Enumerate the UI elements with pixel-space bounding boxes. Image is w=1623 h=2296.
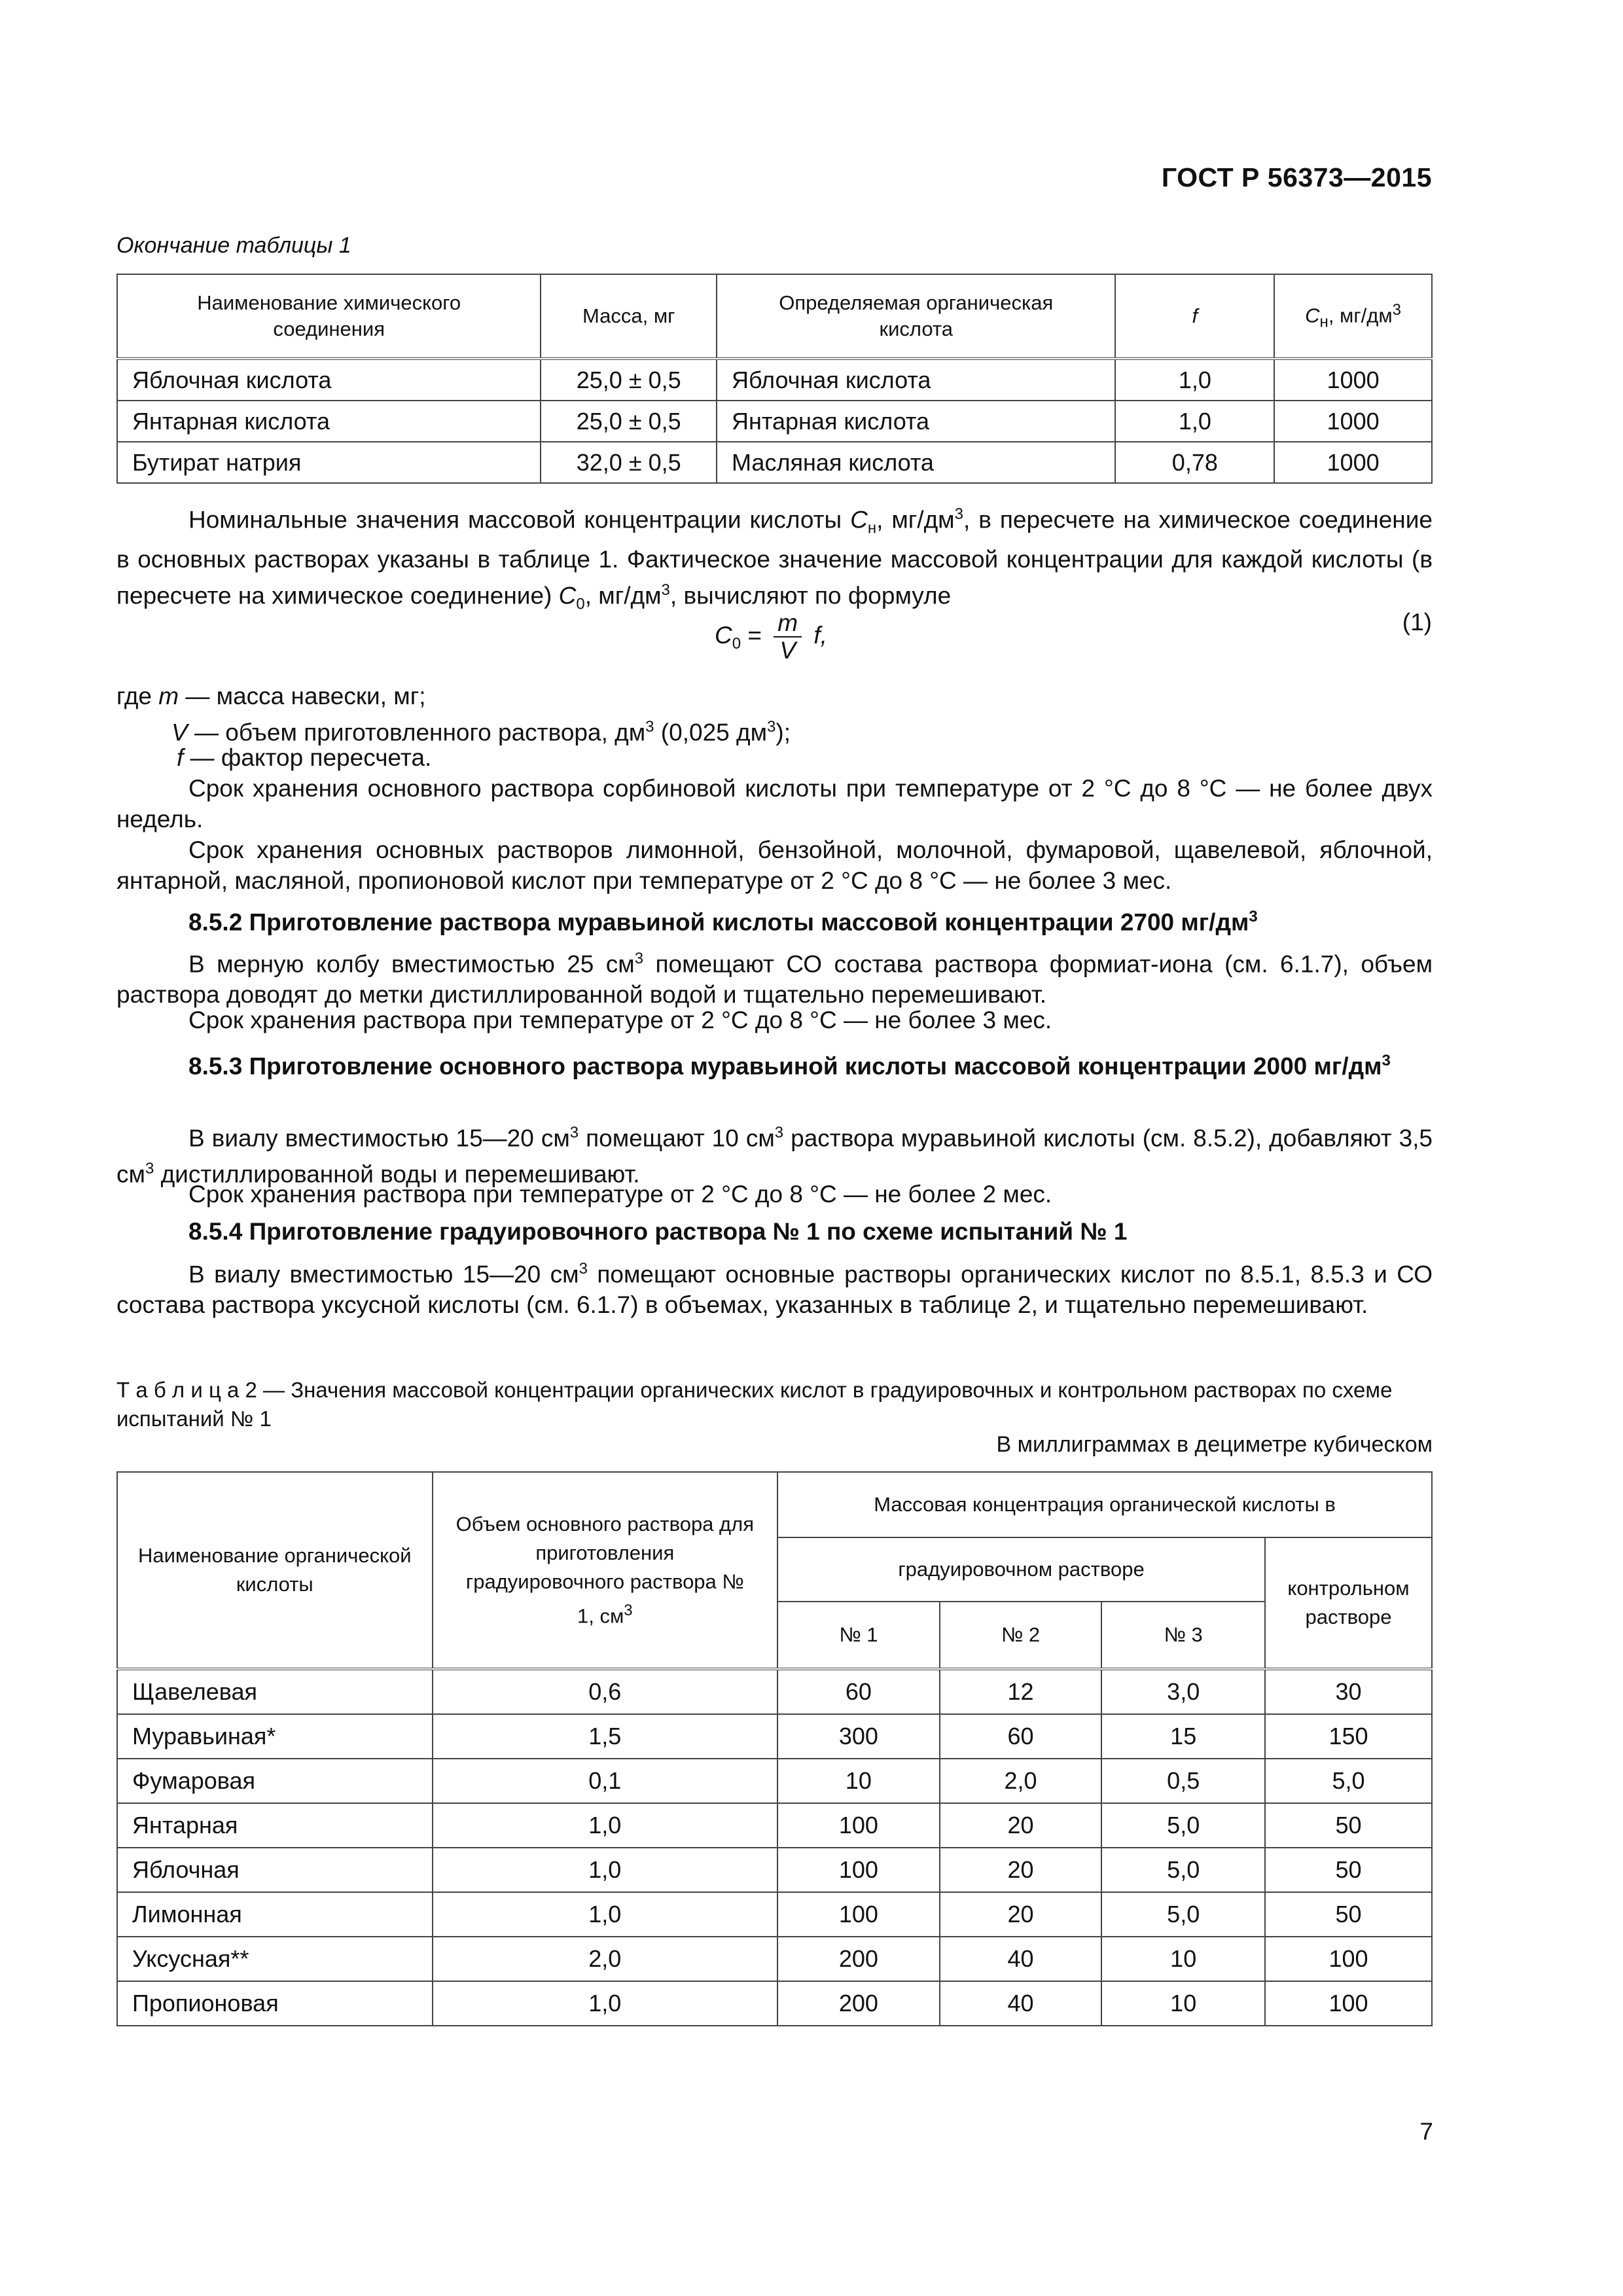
table2-cell-volume: 1,0 — [433, 1892, 778, 1937]
table-row — [117, 442, 1432, 483]
table1-header-f: f — [1115, 274, 1274, 359]
table2-cell-name: Янтарная — [117, 1803, 433, 1848]
table2-cell-n1: 100 — [777, 1892, 940, 1937]
table2-header-n2: № 2 — [940, 1602, 1102, 1669]
where-v: V — объем приготовленного раствора, $дм^3$ (0,025 $дм^3$); — [171, 718, 791, 746]
table2-cell-control: 50 — [1265, 1848, 1432, 1892]
table1 — [116, 274, 1433, 484]
table1-header-row — [117, 274, 1432, 359]
table1-cell-acid: Янтарная кислота — [717, 401, 1115, 442]
table2-cell-n1: 100 — [777, 1848, 940, 1892]
table1-cell-f: 1,0 — [1115, 359, 1274, 401]
table2-cell-n3: 3,0 — [1101, 1669, 1265, 1714]
table2-cell-name: Щавелевая — [117, 1669, 433, 1714]
table2-cell-n2: 40 — [940, 1981, 1102, 2026]
table2-cell-name: Муравьиная* — [117, 1714, 433, 1759]
page-number: 7 — [1419, 2118, 1433, 2145]
table2-cell-n1: 200 — [777, 1937, 940, 1981]
table2-cell-n2: 20 — [940, 1892, 1102, 1937]
table2-cell-n2: 2,0 — [940, 1759, 1102, 1803]
table2-cell-control: 100 — [1265, 1981, 1432, 2026]
table1-cell-mass: 32,0 ± 0,5 — [541, 442, 717, 483]
table2-cell-volume: 1,0 — [433, 1848, 778, 1892]
paragraph-storage-sorbic: Срок хранения основного раствора сорбиновой кислоты при температуре от 2 °С до 8 °С — не более двух недель. — [116, 775, 1433, 833]
table1-cell-cn: 1000 — [1274, 359, 1432, 401]
table2-cell-control: 30 — [1265, 1669, 1432, 1714]
table-row — [117, 1669, 1432, 1714]
table2-header-n3: № 3 — [1101, 1602, 1265, 1669]
table-row — [117, 1714, 1432, 1759]
heading-8-5-3: 8.5.3 Приготовление основного раствора муравьиной кислоты массовой концентрации 2000 $мг/дм^3$ — [188, 1052, 1391, 1080]
table2-cell-volume: 0,6 — [433, 1669, 778, 1714]
table1-caption: Окончание таблицы 1 — [116, 233, 351, 258]
table2-cell-n1: 300 — [777, 1714, 940, 1759]
table-row — [117, 1803, 1432, 1848]
table2-header-volume: Объем основного раствора для приготовления градуировочного раствора № 1, $см^3$ — [433, 1472, 778, 1669]
table2 — [116, 1471, 1433, 2026]
table2-cell-n2: 12 — [940, 1669, 1102, 1714]
table2-cell-volume: 1,0 — [433, 1981, 778, 2026]
table1-cell-acid: Яблочная кислота — [717, 359, 1115, 401]
table1-header-cn: $С_н$, $мг/дм^3$ — [1274, 274, 1432, 359]
table2-header-grad: градуировочном растворе — [777, 1537, 1265, 1602]
table1-cell-mass: 25,0 ± 0,5 — [541, 359, 717, 401]
table2-units: В миллиграммах в дециметре кубическом — [996, 1432, 1433, 1457]
table2-cell-n3: 5,0 — [1101, 1892, 1265, 1937]
table1-cell-compound: Янтарная кислота — [117, 401, 541, 442]
table2-cell-n2: 20 — [940, 1803, 1102, 1848]
table1-cell-f: 0,78 — [1115, 442, 1274, 483]
table2-header-control: контрольном растворе — [1265, 1537, 1432, 1669]
paragraph-8-5-3: В виалу вместимостью 15—20 $см^3$ помещают 10 $см^3$ раствора муравьиной кислоты (см. 8.5.2), добавляют 3,5 $см^3$ дистиллированной воды и перемешивают. — [116, 1124, 1433, 1188]
table2-cell-control: 5,0 — [1265, 1759, 1432, 1803]
table2-cell-name: Пропионовая — [117, 1981, 433, 2026]
table2-cell-n3: 10 — [1101, 1981, 1265, 2026]
table1-cell-compound: Яблочная кислота — [117, 359, 541, 401]
table1-header-mass: Масса, мг — [541, 274, 717, 359]
table2-cell-n2: 20 — [940, 1848, 1102, 1892]
where-m: где m — масса навески, мг; — [116, 683, 426, 709]
table1-cell-mass: 25,0 ± 0,5 — [541, 401, 717, 442]
table2-cell-n3: 5,0 — [1101, 1803, 1265, 1848]
table-row — [117, 1981, 1432, 2026]
heading-8-5-2: 8.5.2 Приготовление раствора муравьиной кислоты массовой концентрации 2700 $мг/дм^3$ — [188, 908, 1258, 936]
paragraph-8-5-3-storage: Срок хранения раствора при температуре от 2 °С до 8 °С — не более 2 мес. — [188, 1181, 1052, 1208]
table2-cell-name: Лимонная — [117, 1892, 433, 1937]
table1-cell-cn: 1000 — [1274, 401, 1432, 442]
table1-header-acid: Определяемая органическая кислота — [717, 274, 1115, 359]
paragraph-8-5-2-storage: Срок хранения раствора при температуре от 2 °С до 8 °С — не более 3 мес. — [188, 1007, 1052, 1033]
paragraph-storage-acids: Срок хранения основных растворов лимонной, бензойной, молочной, фумаровой, щавелевой, яблочной, янтарной, масляной, пропионовой кислот при температуре от 2 °С до 8 °С — не более 3 мес. — [116, 836, 1433, 894]
paragraph-nominal: Номинальные значения массовой концентрации кислоты $С_н$, $мг/дм^3$, в пересчете на химическое соединение в основных растворах указаны в таблице 1. Фактическое значение массовой концентрации для каждой кислоты (в пересчете на химическое соединение) $С_0$, $мг/дм^3$, вычисляют по формуле — [116, 505, 1433, 613]
table2-cell-volume: 1,5 — [433, 1714, 778, 1759]
paragraph-8-5-2: В мерную колбу вместимостью 25 $см^3$ помещают СО состава раствора формиат-иона (см. 6.1.7), объем раствора доводят до метки дистиллированной водой и тщательно перемешивают. — [116, 950, 1433, 1009]
table2-cell-control: 150 — [1265, 1714, 1432, 1759]
table2-cell-volume: 2,0 — [433, 1937, 778, 1981]
table2-header-name: Наименование органической кислоты — [117, 1472, 433, 1669]
table2-cell-volume: 0,1 — [433, 1759, 778, 1803]
table1-cell-f: 1,0 — [1115, 401, 1274, 442]
formula-number: (1) — [1402, 609, 1432, 636]
table2-cell-n2: 40 — [940, 1937, 1102, 1981]
table2-cell-control: 50 — [1265, 1892, 1432, 1937]
table2-header-n1: № 1 — [777, 1602, 940, 1669]
table2-cell-n3: 10 — [1101, 1937, 1265, 1981]
table2-cell-volume: 1,0 — [433, 1803, 778, 1848]
table2-cell-name: Фумаровая — [117, 1759, 433, 1803]
table2-header-mass-conc: Массовая концентрация органической кислоты в — [777, 1472, 1432, 1537]
table1-header-compound: Наименование химического соединения — [117, 274, 541, 359]
document-header: ГОСТ Р 56373—2015 — [1161, 162, 1432, 192]
heading-8-5-4: 8.5.4 Приготовление градуировочного раствора № 1 по схеме испытаний № 1 — [188, 1218, 1128, 1245]
table2-cell-n1: 10 — [777, 1759, 940, 1803]
table-row — [117, 1892, 1432, 1937]
table2-cell-n3: 0,5 — [1101, 1759, 1265, 1803]
table-row — [117, 1848, 1432, 1892]
table2-cell-n1: 200 — [777, 1981, 940, 2026]
table2-cell-control: 50 — [1265, 1803, 1432, 1848]
table2-cell-n1: 100 — [777, 1803, 940, 1848]
table2-cell-name: Яблочная — [117, 1848, 433, 1892]
table2-cell-n2: 60 — [940, 1714, 1102, 1759]
table2-cell-control: 100 — [1265, 1937, 1432, 1981]
where-f: f — фактор пересчета. — [177, 744, 432, 771]
table2-caption: Т а б л и ц а 2 — Значения массовой концентрации органических кислот в градуировочных и контрольном растворах по схеме испытаний № 1 — [116, 1378, 1393, 1431]
table1-cell-cn: 1000 — [1274, 442, 1432, 483]
table-row — [117, 401, 1432, 442]
table2-cell-name: Уксусная** — [117, 1937, 433, 1981]
table1-cell-acid: Масляная кислота — [717, 442, 1115, 483]
paragraph-8-5-4: В виалу вместимостью 15—20 $см^3$ помещают основные растворы органических кислот по 8.5.1, 8.5.3 и СО состава раствора уксусной кислоты (см. 6.1.7) в объемах, указанных в таблице 2, и тщательно перемешивают. — [116, 1260, 1433, 1319]
table2-cell-n1: 60 — [777, 1669, 940, 1714]
table-row — [117, 1759, 1432, 1803]
table-row — [117, 1937, 1432, 1981]
formula-1: $С_0$ = $\frac{m}{V}$ f, — [715, 609, 827, 664]
table1-cell-compound: Бутират натрия — [117, 442, 541, 483]
table2-cell-n3: 5,0 — [1101, 1848, 1265, 1892]
table-row — [117, 359, 1432, 401]
table2-cell-n3: 15 — [1101, 1714, 1265, 1759]
